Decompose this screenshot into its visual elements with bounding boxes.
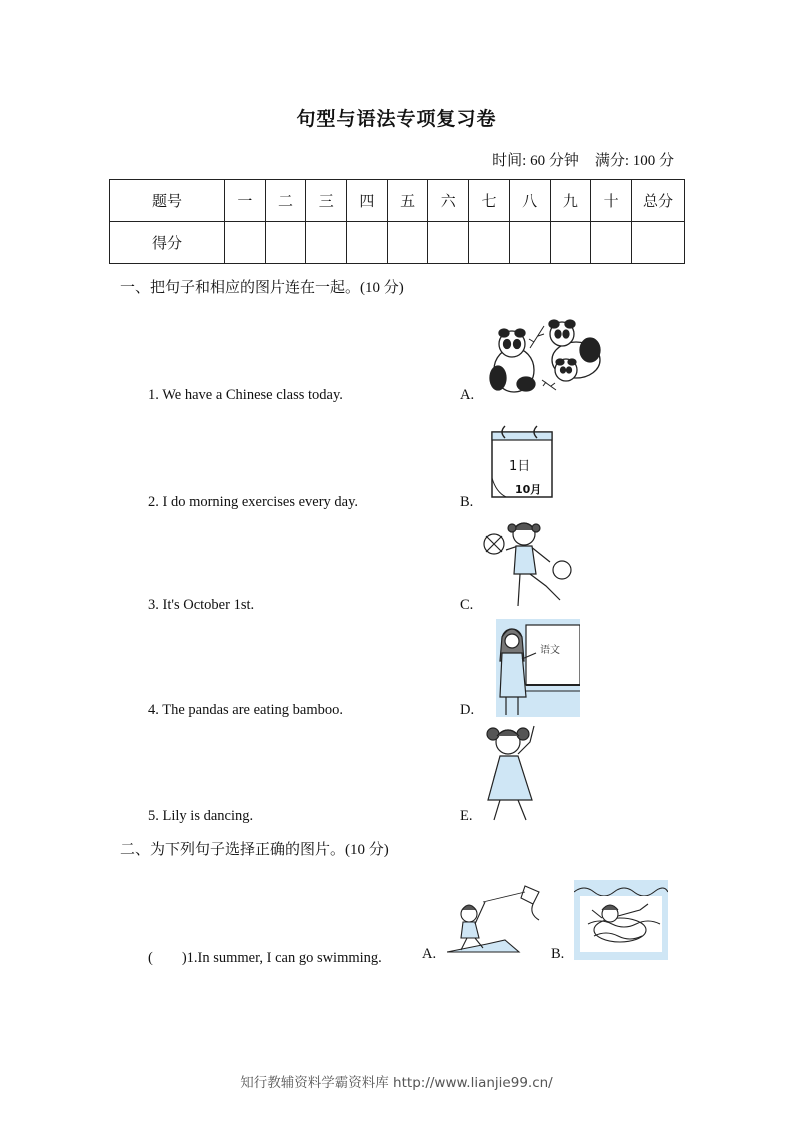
section-header-9: 九 — [550, 180, 591, 222]
section-header-8: 八 — [509, 180, 550, 222]
section-header-2: 二 — [265, 180, 306, 222]
time-limit: 时间: 60 分钟 — [492, 153, 579, 169]
section-header-10: 十 — [591, 180, 632, 222]
section-header-4: 四 — [347, 180, 388, 222]
option-letter-c: C. — [460, 597, 474, 613]
calendar-month-label: 10月 — [515, 483, 542, 496]
option-letter-e: E. — [460, 808, 473, 824]
option-letter-a: A. — [460, 387, 475, 403]
score-table-header-row — [110, 180, 685, 222]
section-1-heading: 一、把句子和相应的图片连在一起。(10 分) — [120, 280, 404, 296]
score-cell[interactable] — [347, 222, 388, 264]
score-cell[interactable] — [387, 222, 428, 264]
score-cell[interactable] — [591, 222, 632, 264]
calendar-day-label: 1日 — [509, 459, 531, 474]
score-cell[interactable] — [509, 222, 550, 264]
page-title: 句型与语法专项复习卷 — [296, 108, 497, 130]
sentence-5: 5. Lily is dancing. — [148, 808, 254, 824]
score-cell[interactable] — [550, 222, 591, 264]
pandas-bamboo-picture — [486, 318, 610, 396]
score-cell[interactable] — [265, 222, 306, 264]
total-score-cell[interactable] — [632, 222, 685, 264]
sentence-2: 2. I do morning exercises every day. — [148, 494, 359, 510]
score-cell[interactable] — [225, 222, 266, 264]
score-label: 得分 — [110, 222, 225, 264]
score-table — [109, 179, 685, 264]
question-number-label: 题号 — [110, 180, 225, 222]
chinese-class-picture — [496, 619, 580, 717]
question-1: ( )1.In summer, I can go swimming. — [148, 950, 382, 966]
calendar-picture — [489, 422, 557, 500]
option-b-label: B. — [551, 946, 565, 962]
sentence-4: 4. The pandas are eating bamboo. — [148, 702, 344, 718]
option-a-label: A. — [422, 946, 437, 962]
option-letter-b: B. — [460, 494, 474, 510]
option-letter-d: D. — [460, 702, 475, 718]
section-header-7: 七 — [469, 180, 510, 222]
exam-info — [492, 149, 674, 170]
blackboard-text: 语文 — [540, 645, 560, 656]
kite-flying-picture — [447, 880, 545, 956]
section-2-heading: 二、为下列句子选择正确的图片。(10 分) — [120, 842, 389, 858]
section-header-6: 六 — [428, 180, 469, 222]
section-header-3: 三 — [306, 180, 347, 222]
score-cell[interactable] — [428, 222, 469, 264]
score-cell[interactable] — [469, 222, 510, 264]
dancing-girl-picture — [478, 720, 540, 824]
swimming-picture — [574, 880, 668, 960]
morning-exercise-picture — [480, 516, 572, 610]
section-header-1: 一 — [225, 180, 266, 222]
score-cell[interactable] — [306, 222, 347, 264]
section-header-5: 五 — [387, 180, 428, 222]
sentence-3: 3. It's October 1st. — [148, 597, 255, 613]
sentence-1: 1. We have a Chinese class today. — [148, 387, 343, 403]
footer-watermark: 知行教辅资料学霸资料库 http://www.lianjie99.cn/ — [240, 1075, 553, 1091]
total-score-label: 总分 — [632, 180, 685, 222]
score-table-score-row — [110, 222, 685, 264]
full-score: 满分: 100 分 — [594, 153, 674, 169]
